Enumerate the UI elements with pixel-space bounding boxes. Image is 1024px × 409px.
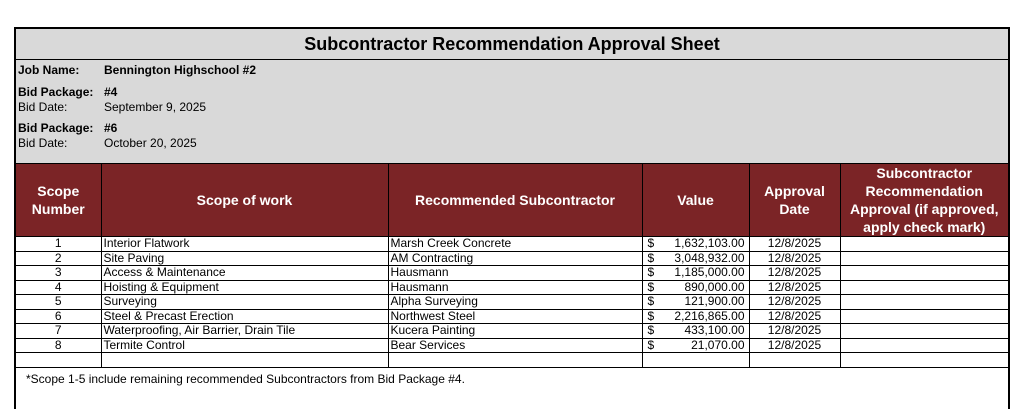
- currency-symbol: $: [647, 294, 655, 308]
- scope-number-cell: 2: [16, 251, 101, 266]
- table-row: [16, 324, 1008, 339]
- col-header-approval-date: Approval Date: [749, 164, 840, 237]
- value-cell: [642, 324, 749, 339]
- job-info-section: [16, 60, 1008, 164]
- value-amount: 3,048,932.00: [674, 251, 745, 265]
- sheet-title: Subcontractor Recommendation Approval Sheet: [16, 29, 1008, 60]
- approval-checkbox-cell[interactable]: [840, 237, 1008, 252]
- table-row: [16, 295, 1008, 310]
- table-row: [16, 237, 1008, 252]
- scope-of-work-cell: Access & Maintenance: [101, 266, 388, 281]
- subcontractor-cell: [388, 353, 642, 368]
- approval-date-cell: 12/8/2025: [749, 237, 840, 252]
- job-name-value: Bennington Highschool #2: [104, 63, 256, 77]
- scope-number-cell: 3: [16, 266, 101, 281]
- value-cell: [642, 280, 749, 295]
- value-amount: 433,100.00: [684, 323, 745, 337]
- value-cell: [642, 338, 749, 353]
- approval-checkbox-cell[interactable]: [840, 295, 1008, 310]
- approval-date-cell: 12/8/2025: [749, 309, 840, 324]
- bid-package-row: [18, 85, 117, 99]
- value-cell: [642, 251, 749, 266]
- col-header-approval: Subcontractor Recommendation Approval (if approved, apply check mark): [840, 164, 1008, 237]
- approval-date-cell: 12/8/2025: [749, 338, 840, 353]
- scope-of-work-cell: Surveying: [101, 295, 388, 310]
- col-header-subcontractor: Recommended Subcontractor: [388, 164, 642, 237]
- approval-date-cell: 12/8/2025: [749, 324, 840, 339]
- value-cell: [642, 309, 749, 324]
- scope-number-cell: 4: [16, 280, 101, 295]
- scope-of-work-cell: Hoisting & Equipment: [101, 280, 388, 295]
- bid-package-value: #6: [104, 121, 118, 135]
- table-header-row: [16, 164, 1008, 237]
- approval-checkbox-cell[interactable]: [840, 324, 1008, 339]
- scope-number-cell: 8: [16, 338, 101, 353]
- approval-checkbox-cell[interactable]: [840, 309, 1008, 324]
- approval-checkbox-cell[interactable]: [840, 338, 1008, 353]
- scope-number-cell: [16, 353, 101, 368]
- value-cell: [642, 237, 749, 252]
- value-amount: 1,632,103.00: [674, 236, 745, 250]
- subcontractor-cell: Hausmann: [388, 266, 642, 281]
- scope-number-cell: 6: [16, 309, 101, 324]
- bid-package-value: #4: [104, 85, 118, 99]
- value-amount: 121,900.00: [684, 294, 745, 308]
- col-header-value: Value: [642, 164, 749, 237]
- bid-date-row: [18, 136, 197, 150]
- scope-of-work-cell: Waterproofing, Air Barrier, Drain Tile: [101, 324, 388, 339]
- footnote: *Scope 1-5 include remaining recommended Subcontractors from Bid Package #4.: [26, 371, 465, 386]
- value-cell: [642, 295, 749, 310]
- approval-date-cell: 12/8/2025: [749, 251, 840, 266]
- subcontractor-cell: Hausmann: [388, 280, 642, 295]
- currency-symbol: $: [647, 323, 655, 337]
- value-amount: 21,070.00: [691, 338, 745, 352]
- bid-date-row: [18, 100, 206, 114]
- value-amount: 2,216,865.00: [674, 309, 745, 323]
- subcontractor-cell: Bear Services: [388, 338, 642, 353]
- bid-date-label: Bid Date:: [18, 136, 68, 150]
- approval-sheet: [14, 27, 1010, 409]
- currency-symbol: $: [647, 309, 655, 323]
- approval-checkbox-cell[interactable]: [840, 251, 1008, 266]
- value-amount: 1,185,000.00: [674, 265, 745, 279]
- value-amount: 890,000.00: [684, 280, 745, 294]
- bid-package-row: [18, 121, 117, 135]
- subcontractor-cell: Alpha Surveying: [388, 295, 642, 310]
- job-name-row: [18, 63, 256, 77]
- scope-of-work-cell: Termite Control: [101, 338, 388, 353]
- approval-checkbox-cell[interactable]: [840, 353, 1008, 368]
- subcontractor-cell: Marsh Creek Concrete: [388, 237, 642, 252]
- approval-date-cell: 12/8/2025: [749, 295, 840, 310]
- approval-date-cell: 12/8/2025: [749, 266, 840, 281]
- subcontractor-cell: Northwest Steel: [388, 309, 642, 324]
- approval-checkbox-cell[interactable]: [840, 266, 1008, 281]
- subcontractor-cell: Kucera Painting: [388, 324, 642, 339]
- table-row: [16, 309, 1008, 324]
- bid-date-label: Bid Date:: [18, 100, 68, 114]
- recommendation-table: [16, 164, 1008, 368]
- table-row: [16, 266, 1008, 281]
- approval-checkbox-cell[interactable]: [840, 280, 1008, 295]
- table-row-empty: [16, 353, 1008, 368]
- bid-date-value: October 20, 2025: [104, 136, 197, 150]
- currency-symbol: $: [647, 236, 655, 250]
- value-cell: [642, 266, 749, 281]
- table-row: [16, 280, 1008, 295]
- approval-date-cell: [749, 353, 840, 368]
- scope-number-cell: 5: [16, 295, 101, 310]
- scope-of-work-cell: Steel & Precast Erection: [101, 309, 388, 324]
- scope-of-work-cell: Site Paving: [101, 251, 388, 266]
- bid-date-value: September 9, 2025: [104, 100, 207, 114]
- currency-symbol: $: [647, 338, 655, 352]
- col-header-scope-number: Scope Number: [16, 164, 101, 237]
- job-name-label: Job Name:: [18, 63, 80, 77]
- scope-of-work-cell: Interior Flatwork: [101, 237, 388, 252]
- bid-package-label: Bid Package:: [18, 121, 94, 135]
- scope-of-work-cell: [101, 353, 388, 368]
- scope-number-cell: 1: [16, 237, 101, 252]
- scope-number-cell: 7: [16, 324, 101, 339]
- table-row: [16, 251, 1008, 266]
- currency-symbol: $: [647, 251, 655, 265]
- col-header-scope-of-work: Scope of work: [101, 164, 388, 237]
- approval-date-cell: 12/8/2025: [749, 280, 840, 295]
- value-cell: [642, 353, 749, 368]
- bid-package-label: Bid Package:: [18, 85, 94, 99]
- currency-symbol: $: [647, 280, 655, 294]
- subcontractor-cell: AM Contracting: [388, 251, 642, 266]
- table-row: [16, 338, 1008, 353]
- currency-symbol: $: [647, 265, 655, 279]
